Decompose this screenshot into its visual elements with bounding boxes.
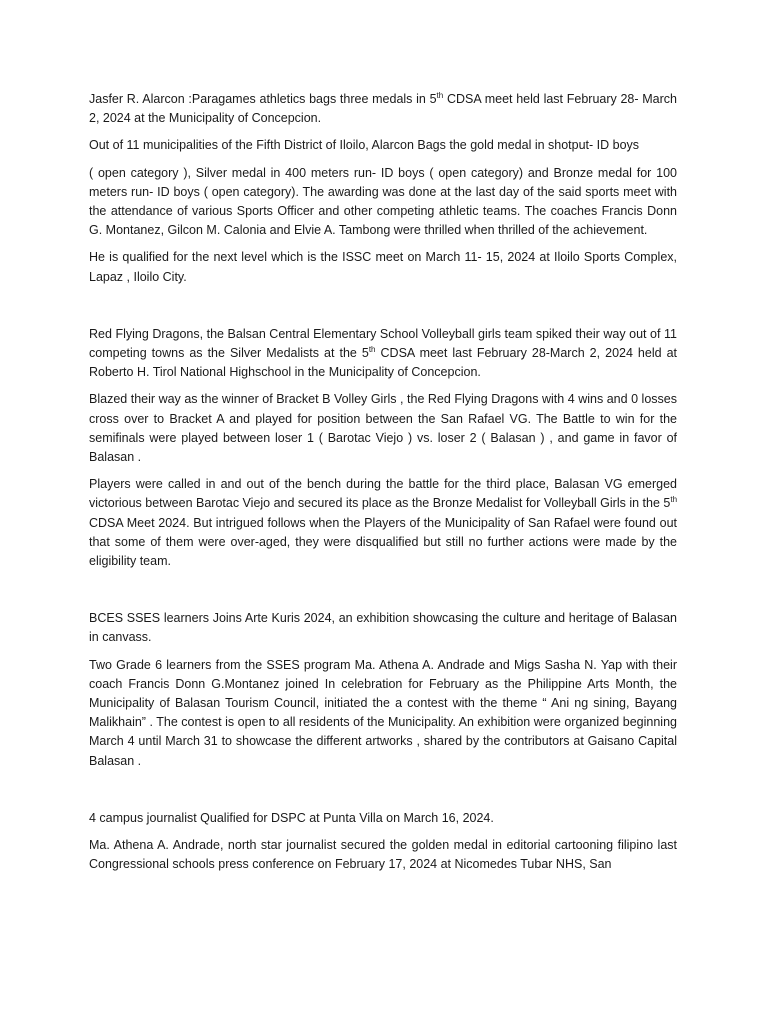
article2-headline-text-b: CDSA meet last February 28-March 2, 2024 held at Roberto H. Tirol National Highschool in the Municipality of Concepcion. bbox=[89, 346, 678, 380]
article2-paragraph-3-superscript: th bbox=[670, 495, 678, 505]
article3-paragraph-2: Two Grade 6 learners from the SSES program Ma. Athena A. Andrade and Migs Sasha N. Yap with their coach Francis Donn G.Montanez joined In celebration for February as the Philippine Arts Month, the Municipality of Balasan Tourism Council, initiated the a contest with the theme “ Ani ng sining, Bayang Malikhain” . The contest is open to all residents of the Municipality. An exhibition were organized beginning March 4 until March 31 to showcase the different artworks , shared by the contributors at Gaisano Capital Balasan . bbox=[89, 657, 677, 768]
article2-paragraph-3 bbox=[89, 475, 677, 571]
article4-headline: 4 campus journalist Qualified for DSPC at Punta Villa on March 16, 2024. bbox=[89, 810, 494, 825]
article2-paragraph-2: Blazed their way as the winner of Bracket B Volley Girls , the Red Flying Dragons with 4 wins and 0 losses cross over to Bracket A and played for position between the San Rafael VG. The Battle to win for the semifinals were played between loser 1 ( Barotac Viejo ) vs. loser 2 ( Balasan ) , and game in favor of Balasan . bbox=[89, 392, 677, 465]
article4-paragraph-2: Ma. Athena A. Andrade, north star journalist secured the golden medal in editorial cartooning filipino last Congressional schools press conference on February 17, 2024 at Nicomedes Tubar NHS, San bbox=[89, 838, 677, 872]
article1-headline bbox=[89, 90, 677, 128]
article1-headline-superscript: th bbox=[436, 90, 444, 100]
article1-paragraph-4: He is qualified for the next level which is the ISSC meet on March 11- 15, 2024 at Iloilo Sports Complex, Lapaz , Iloilo City. bbox=[89, 250, 677, 284]
article1-headline-text-b: CDSA meet held last February 28- March 2, 2024 at the Municipality of Concepcion. bbox=[89, 92, 677, 126]
article2-paragraph-3-text-a: Players were called in and out of the bench during the battle for the third place, Balasan VG emerged victorious between Barotac Viejo and secured its place as the Bronze Medalist for Volleyball Girls in the 5 bbox=[89, 477, 677, 511]
article3-headline: BCES SSES learners Joins Arte Kuris 2024, an exhibition showcasing the culture and heritage of Balasan in canvass. bbox=[89, 611, 677, 645]
article2-headline-superscript: th bbox=[368, 344, 376, 354]
article1-paragraph-2: Out of 11 municipalities of the Fifth District of Iloilo, Alarcon Bags the gold medal in shotput- ID boys bbox=[89, 138, 640, 153]
article2-paragraph-3-text-b: CDSA Meet 2024. But intrigued follows when the Players of the Municipality of San Rafael were found out that some of them were over-aged, they were disqualified but still no further actions were made by the eligibility team. bbox=[89, 515, 677, 569]
article2-headline bbox=[89, 325, 677, 383]
article1-paragraph-3: ( open category ), Silver medal in 400 meters run- ID boys ( open category) and Bronze medal for 100 meters run- ID boys ( open category). The awarding was done at the last day of the said sports meet with the attendance of various Sports Officer and other competing athletic teams. The coaches Francis Donn G. Montanez, Gilcon M. Calonia and Elvie A. Tambong were thrilled when thrilled of the achievement. bbox=[89, 165, 677, 238]
article2-headline-text-a: Red Flying Dragons, the Balsan Central Elementary School Volleyball girls team spiked their way out of 11 competing towns as the Silver Medalists at the 5 bbox=[89, 326, 677, 361]
document-body bbox=[89, 90, 677, 883]
article1-headline-text-a: Jasfer R. Alarcon :Paragames athletics bags three medals in 5 bbox=[89, 92, 437, 106]
